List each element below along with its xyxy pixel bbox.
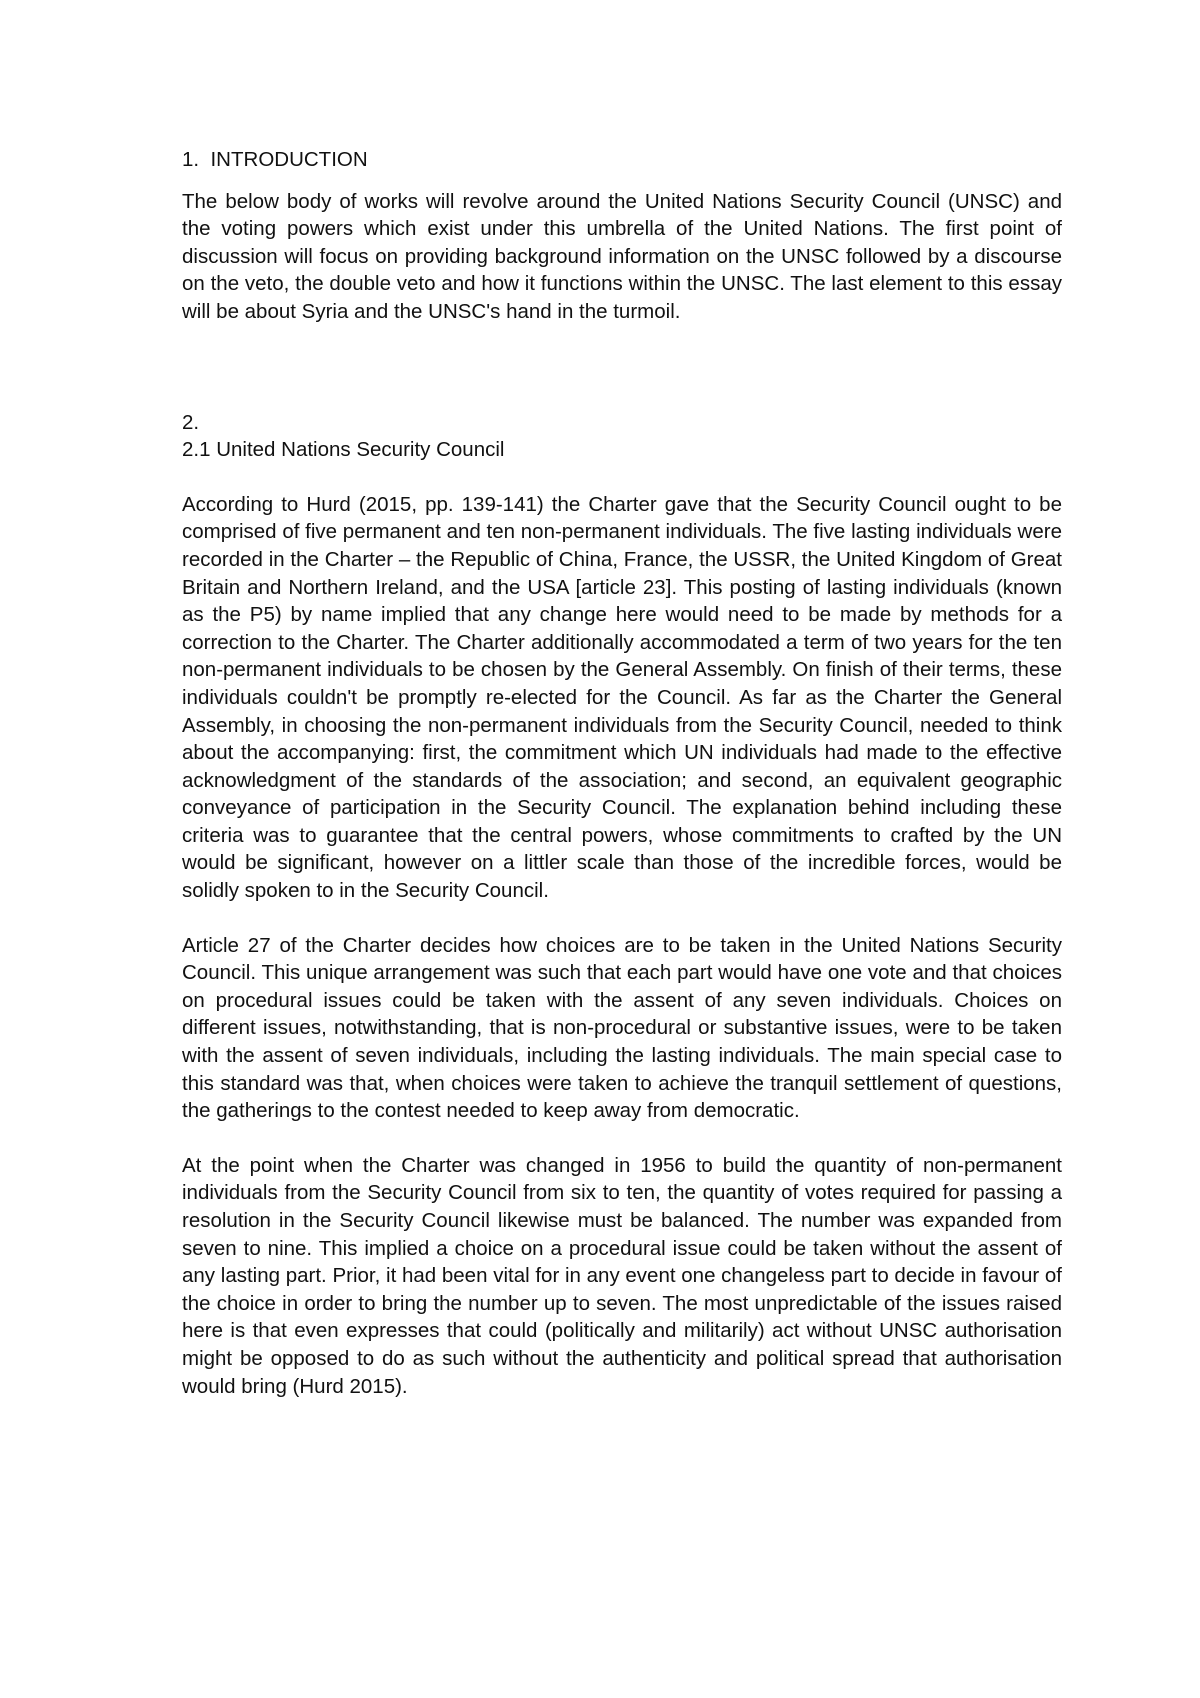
spacer (182, 1125, 1062, 1152)
paragraph-security-council-composition: According to Hurd (2015, pp. 139-141) the Charter gave that the Security Council ought to be comprised of five permanent and ten non-permanent individuals. The five lasting individuals were recorded in the Charter – the Republic of China, France, the USSR, the United Kingdom of Great Britain and Northern Ireland, and the USA [article 23]. This posting of lasting individuals (known as the P5) by name implied that any change here would need to be made by methods for a correction to the Charter. The Charter additionally accommodated a term of two years for the ten non-permanent individuals to be chosen by the General Assembly. On finish of their terms, these individuals couldn't be promptly re-elected for the Council. As far as the Charter the General Assembly, in choosing the non-permanent individuals from the Security Council, needed to think about the accompanying: first, the commitment which UN individuals had made to the effective acknowledgment of the standards of the association; and second, an equivalent geographic conveyance of participation in the Security Council. The explanation behind including these criteria was to guarantee that the central powers, whose commitments to crafted by the UN would be significant, however on a littler scale than those of the incredible forces, would be solidly spoken to in the Security Council. (182, 492, 1062, 903)
spacer (182, 464, 1062, 491)
section-1-heading: 1. INTRODUCTION (182, 148, 368, 171)
introduction-paragraph: The below body of works will revolve around the United Nations Security Council (UNSC) and the voting powers which exist under this umbrella of the United Nations. The first point of discussion will focus on providing background information on the UNSC followed by a discourse on the veto, the double veto and how it functions within the UNSC. The last element to this essay will be about Syria and the UNSC's hand in the turmoil. (182, 189, 1062, 323)
document-page (182, 146, 1062, 1400)
spacer (182, 326, 1062, 409)
paragraph-article-27: Article 27 of the Charter decides how choices are to be taken in the United Nations Security Council. This unique arrangement was such that each part would have one vote and that choices on procedural issues could be taken with the assent of any seven individuals. Choices on different issues, notwithstanding, that is non-procedural or substantive issues, were to be taken with the assent of seven individuals, including the lasting individuals. The main special case to this standard was that, when choices were taken to achieve the tranquil settlement of questions, the gatherings to the contest needed to keep away from democratic. (182, 933, 1062, 1123)
spacer (182, 174, 1062, 188)
section-2-number: 2. (182, 410, 200, 434)
section-2-1-heading: 2.1 United Nations Security Council (182, 438, 505, 462)
paragraph-charter-amendment-1956: At the point when the Charter was changed in 1956 to build the quantity of non-permanent individuals from the Security Council from six to ten, the quantity of votes required for passing a resolution in the Security Council likewise must be balanced. The number was expanded from seven to nine. This implied a choice on a procedural issue could be taken without the assent of any lasting part. Prior, it had been vital for in any event one changeless part to decide in favour of the choice in order to bring the number up to seven. The most unpredictable of the issues raised here is that even expresses that could (politically and militarily) act without UNSC authorisation might be opposed to do as such without the authenticity and political spread that authorisation would bring (Hurd 2015). (182, 1153, 1062, 1398)
spacer (182, 905, 1062, 932)
